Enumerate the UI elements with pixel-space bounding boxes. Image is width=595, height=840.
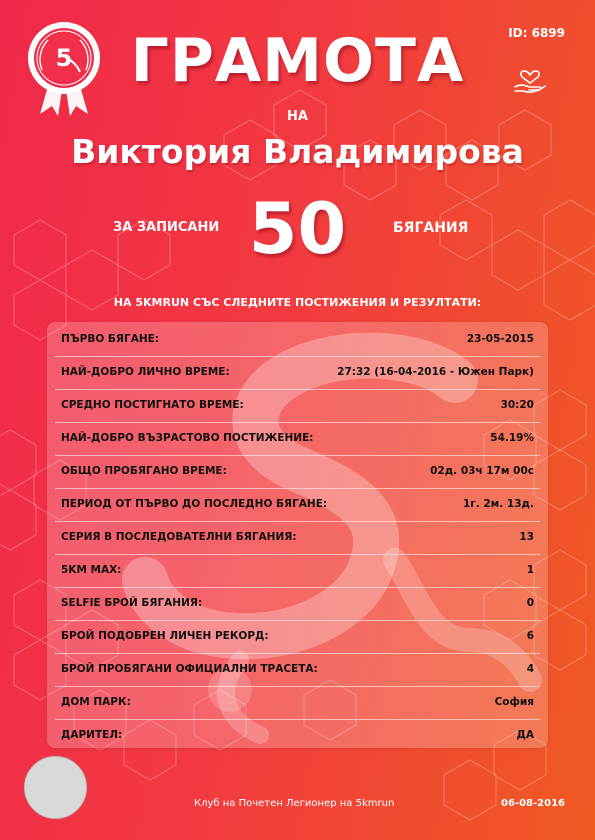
- certificate-title: ГРАМОТА: [130, 26, 465, 96]
- stat-label: 5KM MAX:: [61, 564, 122, 576]
- for-label: ЗА ЗАПИСАНИ: [113, 220, 220, 235]
- stat-value: 54.19%: [490, 432, 534, 444]
- stat-row: [61, 719, 534, 751]
- stat-label: СРЕДНО ПОСТИГНАТО ВРЕМЕ:: [61, 399, 244, 411]
- stats-table: [47, 322, 548, 748]
- certificate-id: ID: 6899: [508, 26, 565, 40]
- stat-row: [61, 554, 534, 586]
- stat-value: 4: [526, 663, 534, 675]
- svg-text:5: 5: [55, 44, 73, 72]
- stat-label: БРОЙ ПОДОБРЕН ЛИЧЕН РЕКОРД:: [61, 630, 269, 642]
- run-count: 50: [248, 188, 347, 270]
- stat-row: [61, 422, 534, 454]
- stat-label: SELFIE БРОЙ БЯГАНИЯ:: [61, 597, 203, 609]
- stat-row: [61, 686, 534, 718]
- stat-value: 1г. 2м. 13д.: [462, 498, 534, 510]
- stat-label: ПЪРВО БЯГАНЕ:: [61, 333, 159, 345]
- avatar: [24, 756, 87, 819]
- achievements-subheading: НА 5KMRUN СЪС СЛЕДНИТЕ ПОСТИЖЕНИЯ И РЕЗУЛТАТИ:: [113, 296, 482, 309]
- stat-label: НАЙ-ДОБРО ВЪЗРАСТОВО ПОСТИЖЕНИЕ:: [61, 432, 314, 444]
- stat-row: [61, 323, 534, 355]
- run-count-row: [0, 188, 595, 268]
- stat-value: 1: [526, 564, 534, 576]
- stat-row: [61, 389, 534, 421]
- stat-label: ОБЩО ПРОБЯГАНО ВРЕМЕ:: [61, 465, 227, 477]
- stat-label: ДАРИТЕЛ:: [61, 729, 123, 741]
- footer-club-text: Клуб на Почетен Легионер на 5kmrun: [194, 798, 395, 809]
- stat-row: [61, 587, 534, 619]
- stat-row: [61, 521, 534, 553]
- stat-row: [61, 488, 534, 520]
- recipient-name: Виктория Владимирова: [71, 132, 524, 171]
- stat-value: 27:32 (16-04-2016 - Южен Парк): [337, 366, 534, 378]
- stat-row: [61, 455, 534, 487]
- footer-date: 06-08-2016: [501, 798, 565, 809]
- na-label: НА: [287, 109, 308, 124]
- stat-label: БРОЙ ПРОБЯГАНИ ОФИЦИАЛНИ ТРАСЕТА:: [61, 663, 318, 675]
- stat-value: 13: [519, 531, 534, 543]
- stat-label: ПЕРИОД ОТ ПЪРВО ДО ПОСЛЕДНО БЯГАНЕ:: [61, 498, 328, 510]
- stat-value: 0: [526, 597, 534, 609]
- stat-value: София: [494, 696, 534, 708]
- stat-value: 30:20: [500, 399, 534, 411]
- stat-label: НАЙ-ДОБРО ЛИЧНО ВРЕМЕ:: [61, 366, 230, 378]
- stat-value: 6: [526, 630, 534, 642]
- stat-value: 02д. 03ч 17м 00с: [430, 465, 534, 477]
- stat-value: 23-05-2015: [466, 333, 534, 345]
- stat-label: ДОМ ПАРК:: [61, 696, 131, 708]
- stat-label: СЕРИЯ В ПОСЛЕДОВАТЕЛНИ БЯГАНИЯ:: [61, 531, 297, 543]
- runs-label: БЯГАНИЯ: [393, 220, 469, 236]
- stat-value: ДА: [516, 729, 534, 741]
- stat-row: [61, 356, 534, 388]
- stat-row: [61, 653, 534, 685]
- stat-row: [61, 620, 534, 652]
